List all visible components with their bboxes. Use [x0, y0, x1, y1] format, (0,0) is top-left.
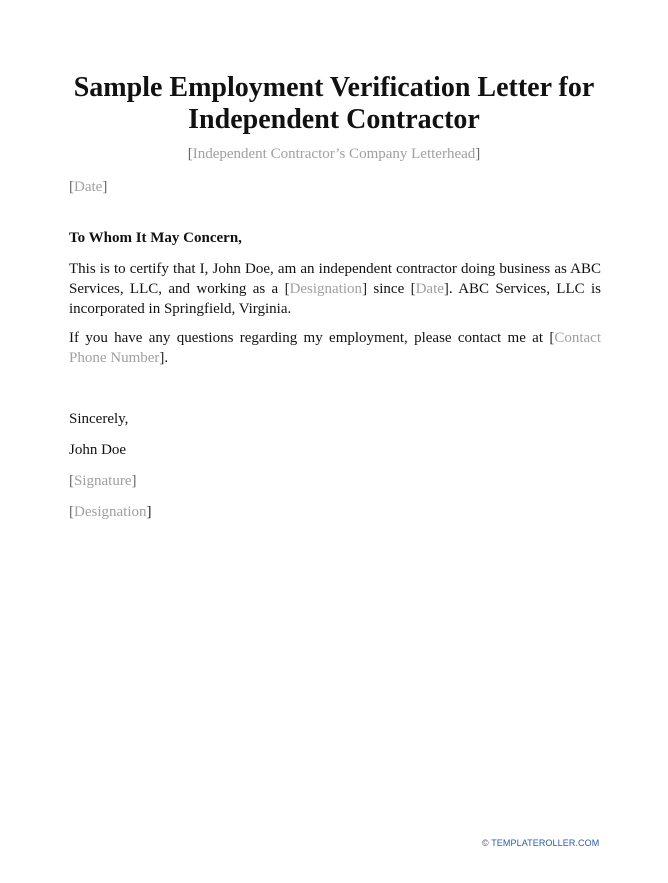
bracket-open: [	[69, 504, 74, 520]
bracket-open: [	[410, 281, 416, 297]
letterhead-placeholder	[0, 145, 668, 163]
bracket-close: ]	[443, 281, 449, 297]
body-text: . ABC Services, LLC is incorporated in Springfield, Virginia.	[69, 281, 601, 317]
bracket-open: [	[69, 473, 74, 489]
designation-placeholder-text: Designation	[74, 504, 147, 520]
date-placeholder	[69, 178, 107, 196]
phone-placeholder: Contact Phone Number	[69, 330, 601, 366]
designation-placeholder-line	[69, 503, 152, 521]
bracket-close: ]	[159, 350, 165, 366]
bracket-open: [	[187, 146, 193, 162]
body-text: If you have any questions regarding my employment, please contact me at	[69, 330, 550, 346]
title-line-2: Independent Contractor	[188, 104, 480, 135]
body-paragraph-1	[69, 259, 601, 319]
bracket-close: ]	[146, 504, 152, 520]
signature-placeholder-text: Signature	[74, 473, 132, 489]
copyright-icon: ©	[482, 838, 489, 848]
letterhead-placeholder-text: Independent Contractor’s Company Letterhead	[192, 146, 476, 162]
designation-placeholder: Designation	[289, 281, 363, 297]
date-placeholder-text: Date	[74, 179, 103, 195]
salutation: To Whom It May Concern,	[69, 230, 242, 246]
date-placeholder-inline: Date	[415, 281, 444, 297]
body-text: since	[367, 281, 411, 297]
bracket-close: ]	[362, 281, 368, 297]
body-text: This is to certify that I, John Doe, am an independent contractor doing business as ABC Services, LLC, and working as a	[69, 261, 601, 297]
bracket-open: [	[549, 330, 555, 346]
body-text: .	[164, 350, 169, 366]
bracket-open: [	[284, 281, 290, 297]
body-paragraph-2	[69, 328, 601, 368]
signer-name: John Doe	[69, 442, 127, 458]
bracket-close: ]	[131, 473, 137, 489]
bracket-open: [	[69, 179, 74, 195]
closing: Sincerely,	[69, 411, 129, 427]
document-title	[0, 72, 668, 136]
footer-brand-link[interactable]	[482, 838, 599, 848]
bracket-close: ]	[102, 179, 108, 195]
title-line-1: Sample Employment Verification Letter for	[73, 72, 595, 103]
bracket-close: ]	[475, 146, 481, 162]
brand-text: TEMPLATEROLLER.COM	[491, 838, 600, 848]
signature-placeholder	[69, 472, 137, 490]
